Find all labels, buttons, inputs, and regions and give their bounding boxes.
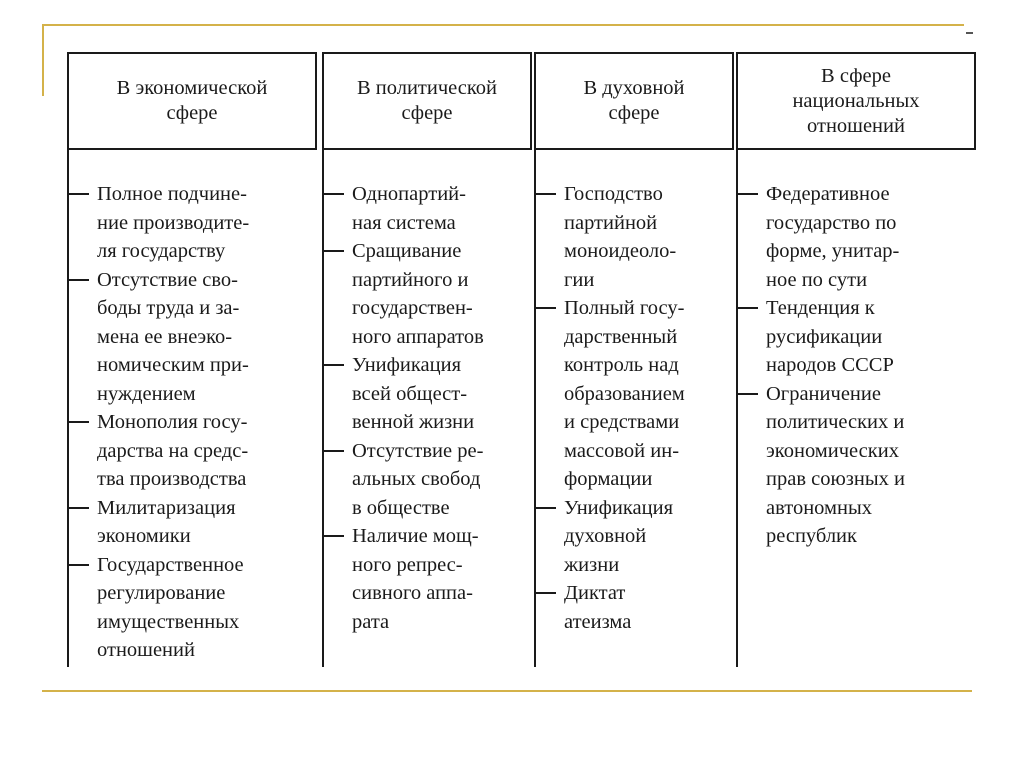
column-header: В сфере национальных отношений: [736, 52, 976, 150]
column-economic-sphere: [67, 52, 317, 667]
list-item: Однопартий- ная система: [322, 180, 532, 237]
list-item: Наличие мощ- ного репрес- сивного аппа- рата: [322, 522, 532, 636]
column-spiritual-sphere: [534, 52, 734, 667]
list-item: Отсутствие сво- боды труда и за- мена ее внеэко- номическим при- нуждением: [67, 266, 317, 409]
list-item: Отсутствие ре- альных свобод в обществе: [322, 437, 532, 523]
list-item: Федеративное государство по форме, унитар- ное по сути: [736, 180, 976, 294]
column-header: В политической сфере: [322, 52, 532, 150]
list-item: Полный госу- дарственный контроль над образованием и средствами массовой ин- формации: [534, 294, 734, 494]
column-item-list: [67, 180, 317, 665]
slide-frame-top-line: [42, 24, 964, 26]
column-item-list: [322, 180, 532, 636]
list-item: Унификация всей общест- венной жизни: [322, 351, 532, 437]
list-item: Полное подчине- ние производите- ля государству: [67, 180, 317, 266]
slide-frame-left-line: [42, 24, 44, 96]
list-item: Сращивание партийного и государствен- ного аппаратов: [322, 237, 532, 351]
list-item: Унификация духовной жизни: [534, 494, 734, 580]
list-item: Тенденция к русификации народов СССР: [736, 294, 976, 380]
column-item-list: [534, 180, 734, 636]
list-item: Ограничение политических и экономических прав союзных и автономных республик: [736, 380, 976, 551]
slide-frame-bottom-line: [42, 690, 972, 692]
list-item: Милитаризация экономики: [67, 494, 317, 551]
list-item: Монополия госу- дарства на средс- тва производства: [67, 408, 317, 494]
column-political-sphere: [322, 52, 532, 667]
column-header: В экономической сфере: [67, 52, 317, 150]
list-item: Господство партийной моноидеоло- гии: [534, 180, 734, 294]
column-item-list: [736, 180, 976, 551]
column-header: В духовной сфере: [534, 52, 734, 150]
column-national-relations: [736, 52, 976, 667]
list-item: Государственное регулирование имущественных отношений: [67, 551, 317, 665]
slide-corner-mark: [966, 32, 973, 34]
list-item: Диктат атеизма: [534, 579, 734, 636]
